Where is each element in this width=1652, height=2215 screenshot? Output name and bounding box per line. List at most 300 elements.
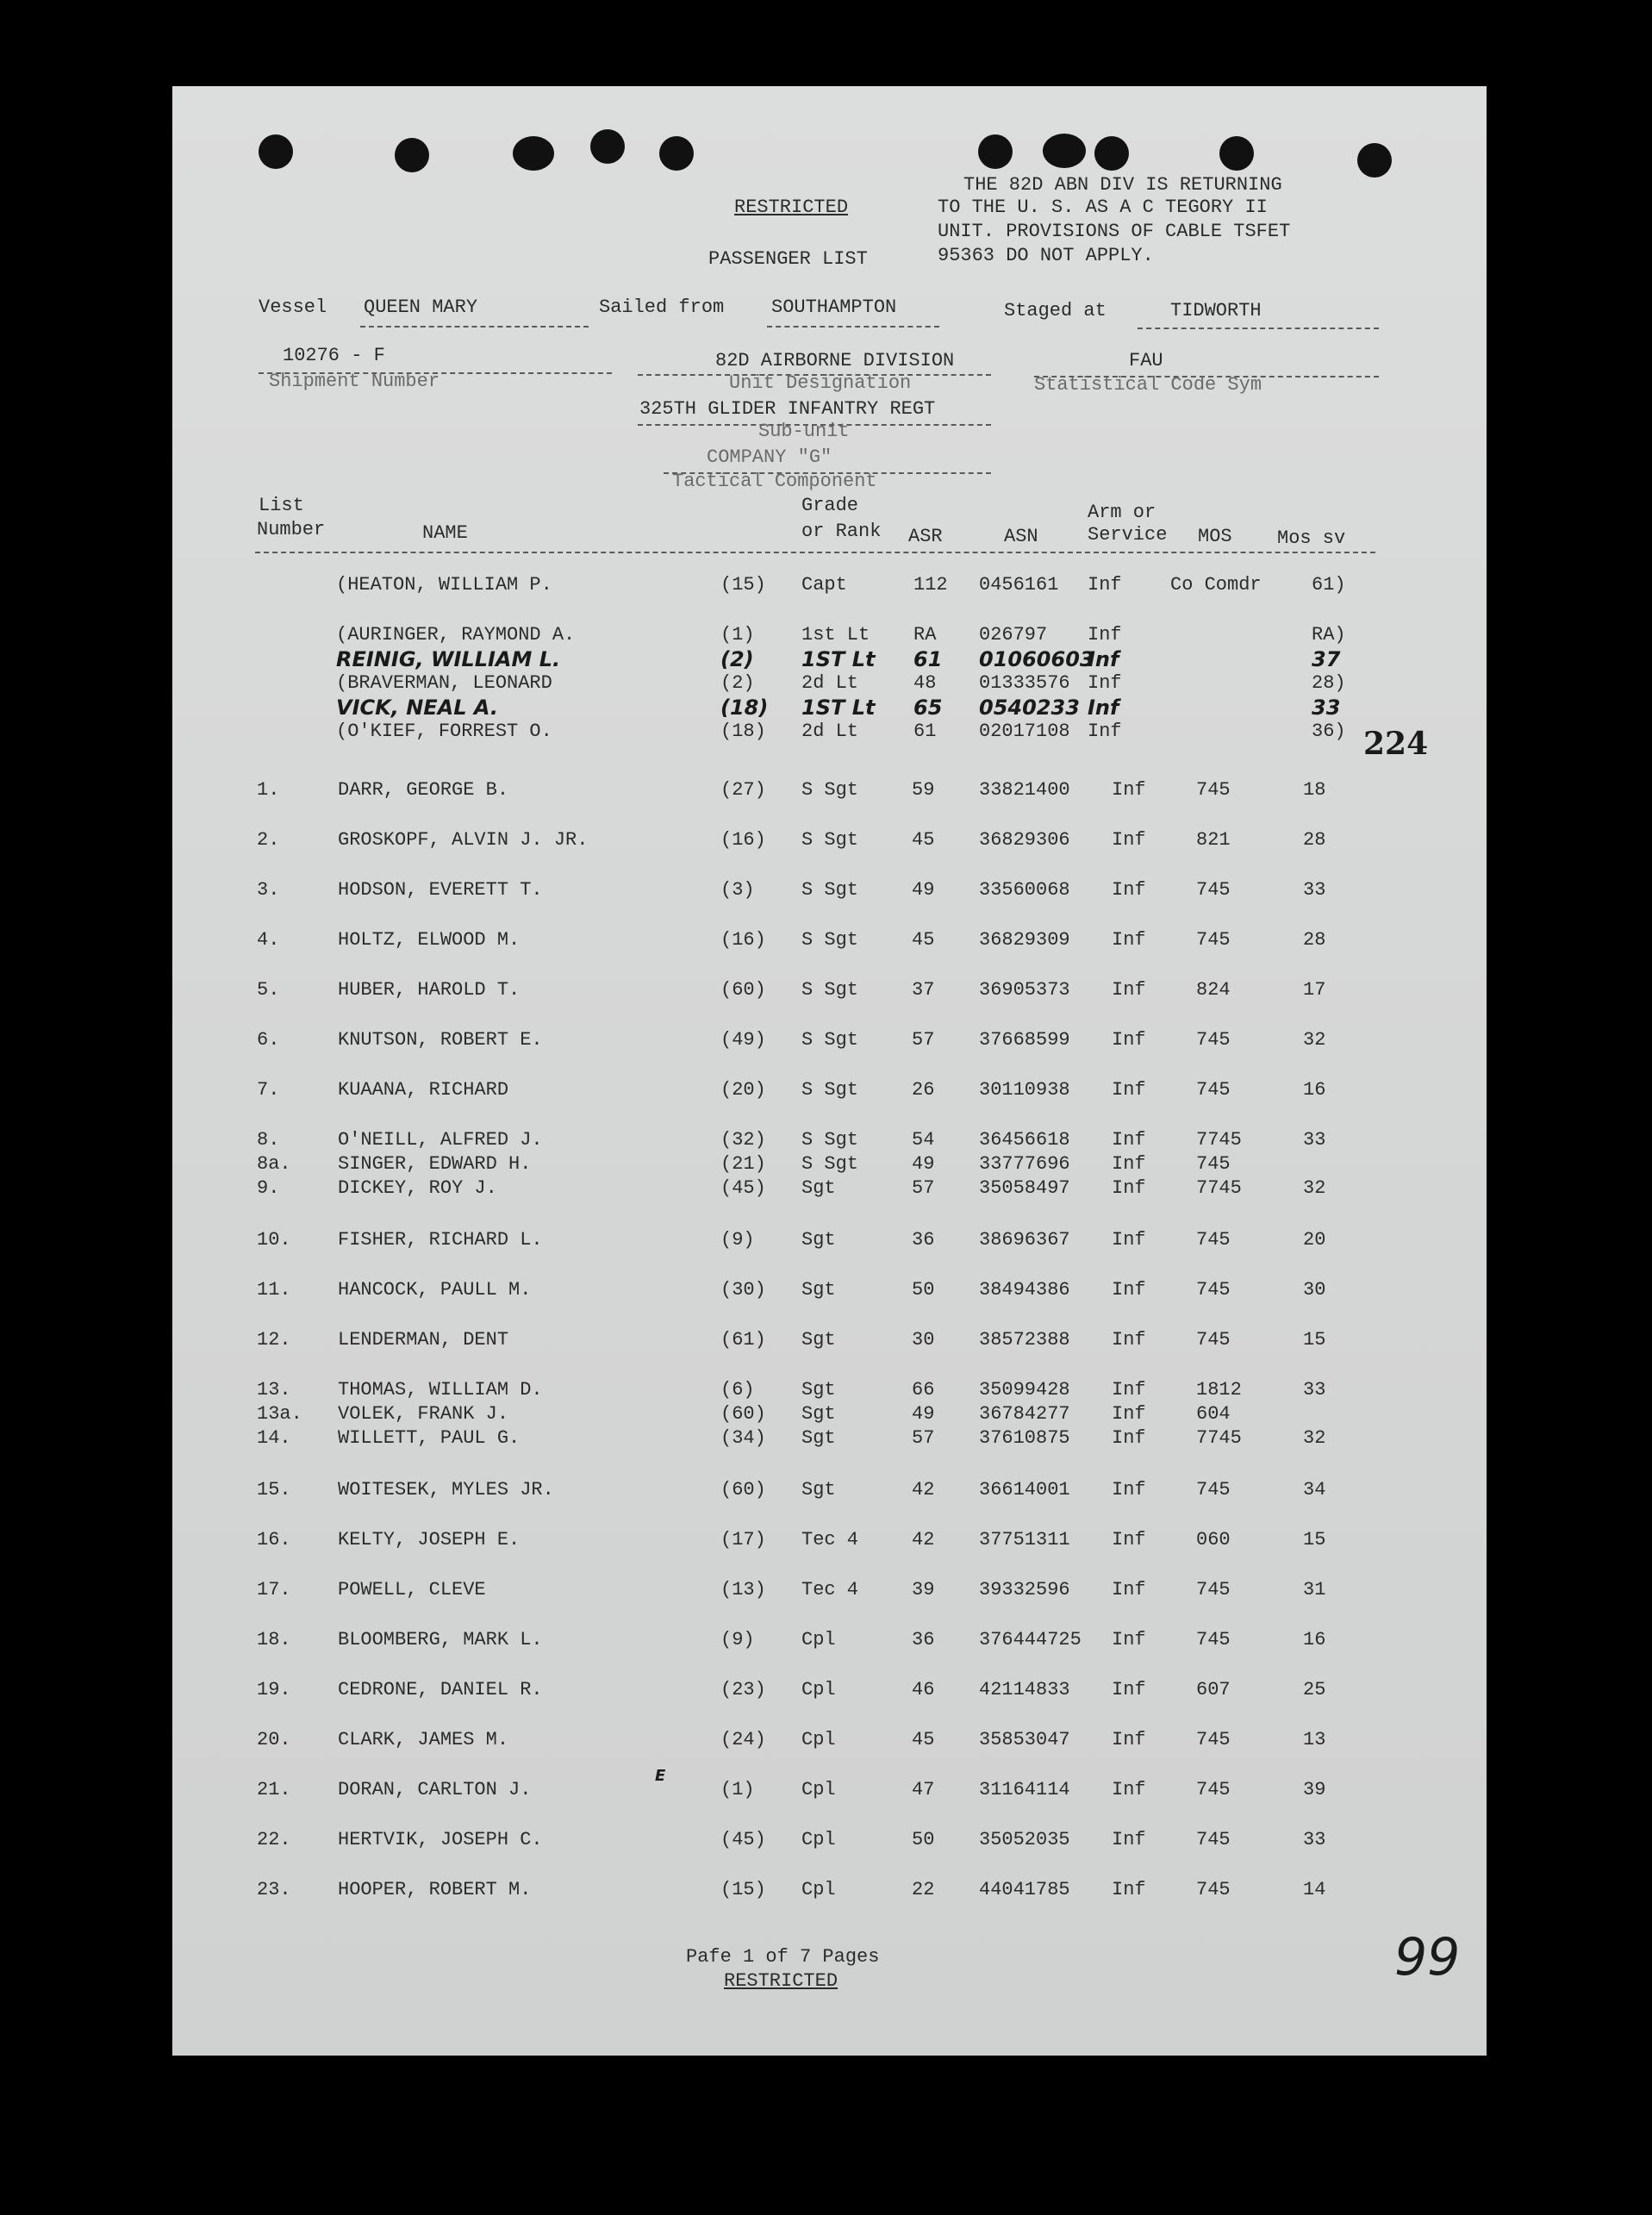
row-mos-sv: 32 bbox=[1303, 1177, 1326, 1199]
officer-mos-sv: 36) bbox=[1312, 721, 1346, 742]
row-asn: 33777696 bbox=[979, 1153, 1070, 1175]
row-mos: 745 bbox=[1196, 1329, 1231, 1351]
row-asr-group: (49) bbox=[720, 1029, 766, 1051]
row-asr-group: (30) bbox=[720, 1279, 766, 1301]
officer-asr: 48 bbox=[913, 672, 937, 694]
row-grade: Sgt bbox=[801, 1177, 836, 1199]
row-mos-sv: 16 bbox=[1303, 1629, 1326, 1650]
row-name: DORAN, CARLTON J. bbox=[338, 1779, 532, 1800]
row-asr-group: (60) bbox=[720, 1479, 766, 1501]
row-number: 22. bbox=[257, 1829, 291, 1850]
row-grade: Cpl bbox=[801, 1829, 836, 1850]
row-asn: 36456618 bbox=[979, 1129, 1070, 1151]
row-name: HUBER, HAROLD T. bbox=[338, 979, 521, 1001]
row-asn: 35058497 bbox=[979, 1177, 1070, 1199]
row-name: FISHER, RICHARD L. bbox=[338, 1229, 543, 1251]
officer-grade: Capt bbox=[801, 574, 847, 596]
row-mos: 745 bbox=[1196, 1879, 1231, 1900]
vessel-label: Vessel bbox=[259, 296, 327, 318]
row-mos: 604 bbox=[1196, 1403, 1231, 1425]
officer-name: (HEATON, WILLIAM P. bbox=[336, 574, 552, 596]
row-number: 8a. bbox=[257, 1153, 291, 1175]
sailed-label: Sailed from bbox=[599, 296, 725, 318]
row-asr: 49 bbox=[912, 1403, 935, 1425]
row-arm: Inf bbox=[1112, 1879, 1146, 1900]
row-name: WILLETT, PAUL G. bbox=[338, 1427, 521, 1449]
row-number: 4. bbox=[257, 929, 280, 951]
row-arm: Inf bbox=[1112, 1779, 1146, 1800]
officer-asr-group: (2) bbox=[720, 672, 755, 694]
officer-name: (O'KIEF, FORREST O. bbox=[336, 721, 552, 742]
officer-mos-sv: 61) bbox=[1312, 574, 1346, 596]
row-asn: 37751311 bbox=[979, 1529, 1070, 1550]
row-arm: Inf bbox=[1112, 1403, 1146, 1425]
row-name: SINGER, EDWARD H. bbox=[338, 1153, 532, 1175]
row-mos: 745 bbox=[1196, 1229, 1231, 1251]
row-asr-group: (21) bbox=[720, 1153, 766, 1175]
page-number: Pafe 1 of 7 Pages bbox=[686, 1946, 880, 1968]
row-grade: Sgt bbox=[801, 1427, 836, 1449]
punch-hole bbox=[513, 136, 554, 171]
row-grade: Sgt bbox=[801, 1379, 836, 1401]
row-asn: 38696367 bbox=[979, 1229, 1070, 1251]
row-name: KUAANA, RICHARD bbox=[338, 1079, 509, 1101]
row-number: 20. bbox=[257, 1729, 291, 1750]
row-mos-sv: 33 bbox=[1303, 1129, 1326, 1151]
row-asr-group: (13) bbox=[720, 1579, 766, 1600]
row-asr: 37 bbox=[912, 979, 935, 1001]
notice-line-2: TO THE U. S. AS A C TEGORY II bbox=[938, 197, 1268, 218]
col-name: NAME bbox=[422, 522, 468, 544]
row-arm: Inf bbox=[1112, 1529, 1146, 1550]
handwritten-number: 99 bbox=[1394, 1927, 1461, 1987]
row-grade: Cpl bbox=[801, 1629, 836, 1650]
row-grade: Sgt bbox=[801, 1279, 836, 1301]
row-mos-sv: 33 bbox=[1303, 1829, 1326, 1850]
row-asr: 45 bbox=[912, 1729, 935, 1750]
officer-arm: Inf bbox=[1088, 647, 1119, 671]
punch-hole bbox=[1043, 134, 1086, 168]
row-asr: 49 bbox=[912, 879, 935, 901]
row-number: 14. bbox=[257, 1427, 291, 1449]
punch-hole bbox=[259, 134, 293, 169]
row-arm: Inf bbox=[1112, 879, 1146, 901]
row-asr-group: (32) bbox=[720, 1129, 766, 1151]
row-name: HOOPER, ROBERT M. bbox=[338, 1879, 532, 1900]
officer-asn: 026797 bbox=[979, 624, 1048, 646]
vessel-value: QUEEN MARY bbox=[364, 296, 478, 318]
row-asn: 31164114 bbox=[979, 1779, 1070, 1800]
row-mos-sv: 28 bbox=[1303, 929, 1326, 951]
col-asn: ASN bbox=[1004, 526, 1038, 547]
officer-arm: Inf bbox=[1088, 721, 1122, 742]
subunit-label: Sub-unit bbox=[758, 421, 850, 442]
officer-name: (AURINGER, RAYMOND A. bbox=[336, 624, 576, 646]
staged-label: Staged at bbox=[1004, 300, 1107, 321]
row-mos-sv: 33 bbox=[1303, 1379, 1326, 1401]
row-asr-group: (61) bbox=[720, 1329, 766, 1351]
row-mos: 1812 bbox=[1196, 1379, 1242, 1401]
row-number: 2. bbox=[257, 829, 280, 851]
tactical-component: COMPANY "G" bbox=[707, 446, 832, 468]
row-mos: 745 bbox=[1196, 1829, 1231, 1850]
row-mos-sv: 15 bbox=[1303, 1329, 1326, 1351]
row-grade: S Sgt bbox=[801, 1153, 859, 1175]
row-number: 23. bbox=[257, 1879, 291, 1900]
row-mos: 745 bbox=[1196, 1029, 1231, 1051]
row-number: 18. bbox=[257, 1629, 291, 1650]
officer-grade: 1ST Lt bbox=[801, 696, 876, 720]
row-number: 13. bbox=[257, 1379, 291, 1401]
row-number: 1. bbox=[257, 779, 280, 801]
row-asn: 35052035 bbox=[979, 1829, 1070, 1850]
punch-hole bbox=[1357, 143, 1392, 178]
row-name: BLOOMBERG, MARK L. bbox=[338, 1629, 543, 1650]
row-arm: Inf bbox=[1112, 1029, 1146, 1051]
officer-asn: 01060603 bbox=[979, 647, 1094, 671]
row-grade: S Sgt bbox=[801, 879, 859, 901]
row-asr: 45 bbox=[912, 929, 935, 951]
row-asr-group: (60) bbox=[720, 1403, 766, 1425]
statistical-label: Statistical Code Sym bbox=[1034, 374, 1262, 396]
row-mos-sv: 30 bbox=[1303, 1279, 1326, 1301]
row-mos: 745 bbox=[1196, 1479, 1231, 1501]
officer-mos-sv: RA) bbox=[1312, 624, 1346, 646]
row-grade: Cpl bbox=[801, 1779, 836, 1800]
officer-asn: 02017108 bbox=[979, 721, 1070, 742]
row-mos-sv: 25 bbox=[1303, 1679, 1326, 1700]
row-arm: Inf bbox=[1112, 1579, 1146, 1600]
row-asn: 376444725 bbox=[979, 1629, 1082, 1650]
officer-mos-sv: 28) bbox=[1312, 672, 1346, 694]
row-arm: Inf bbox=[1112, 829, 1146, 851]
row-mos-sv: 33 bbox=[1303, 879, 1326, 901]
row-name: DARR, GEORGE B. bbox=[338, 779, 509, 801]
officer-asn: 0540233 bbox=[979, 696, 1080, 720]
row-mos: 745 bbox=[1196, 879, 1231, 901]
row-mos: 7745 bbox=[1196, 1129, 1242, 1151]
sailed-line bbox=[767, 326, 939, 328]
row-asr: 36 bbox=[912, 1229, 935, 1251]
row-number: 8. bbox=[257, 1129, 280, 1151]
row-grade: Sgt bbox=[801, 1329, 836, 1351]
col-grade-2: or Rank bbox=[801, 521, 882, 542]
officer-asr: 61 bbox=[913, 647, 943, 671]
row-asr-group: (15) bbox=[720, 1879, 766, 1900]
row-number: 13a. bbox=[257, 1403, 302, 1425]
row-mos-sv: 39 bbox=[1303, 1779, 1326, 1800]
row-arm: Inf bbox=[1112, 979, 1146, 1001]
row-name: CLARK, JAMES M. bbox=[338, 1729, 509, 1750]
officer-grade: 1ST Lt bbox=[801, 647, 876, 671]
officer-asr: 61 bbox=[913, 721, 937, 742]
row-mos: 745 bbox=[1196, 779, 1231, 801]
officer-asr: RA bbox=[913, 624, 937, 646]
row-asn: 33821400 bbox=[979, 779, 1070, 801]
row-mos: 745 bbox=[1196, 1279, 1231, 1301]
row-arm: Inf bbox=[1112, 1129, 1146, 1151]
row-asr: 36 bbox=[912, 1629, 935, 1650]
punch-hole bbox=[1219, 136, 1254, 171]
row-asn: 33560068 bbox=[979, 879, 1070, 901]
shipment-number: 10276 - F bbox=[283, 345, 385, 366]
row-asr: 39 bbox=[912, 1579, 935, 1600]
officer-arm: Inf bbox=[1088, 624, 1122, 646]
row-asr: 49 bbox=[912, 1153, 935, 1175]
subunit: 325TH GLIDER INFANTRY REGT bbox=[639, 398, 936, 420]
heading-line bbox=[255, 552, 1375, 553]
col-asr: ASR bbox=[908, 526, 943, 547]
row-asn: 35099428 bbox=[979, 1379, 1070, 1401]
row-grade: Sgt bbox=[801, 1229, 836, 1251]
row-mos: 745 bbox=[1196, 1779, 1231, 1800]
row-arm: Inf bbox=[1112, 779, 1146, 801]
row-name: HOLTZ, ELWOOD M. bbox=[338, 929, 521, 951]
row-mos: 824 bbox=[1196, 979, 1231, 1001]
col-list-number: List bbox=[259, 495, 304, 516]
officer-grade: 1st Lt bbox=[801, 624, 870, 646]
row-arm: Inf bbox=[1112, 1379, 1146, 1401]
row-number: 7. bbox=[257, 1079, 280, 1101]
row-asr: 45 bbox=[912, 829, 935, 851]
row-asr-group: (6) bbox=[720, 1379, 755, 1401]
officer-asr-group: (2) bbox=[720, 647, 754, 671]
row-asr-group: (24) bbox=[720, 1729, 766, 1750]
row-name: KELTY, JOSEPH E. bbox=[338, 1529, 521, 1550]
row-number: 9. bbox=[257, 1177, 280, 1199]
row-asr: 59 bbox=[912, 779, 935, 801]
row-asr-group: (9) bbox=[720, 1629, 755, 1650]
row-mos-sv: 31 bbox=[1303, 1579, 1326, 1600]
officer-arm: Inf bbox=[1088, 574, 1122, 596]
row-asr-group: (60) bbox=[720, 979, 766, 1001]
row-grade: S Sgt bbox=[801, 779, 859, 801]
staged-value: TIDWORTH bbox=[1170, 300, 1262, 321]
row-mos-sv: 20 bbox=[1303, 1229, 1326, 1251]
row-name: CEDRONE, DANIEL R. bbox=[338, 1679, 543, 1700]
row-mos: 7745 bbox=[1196, 1427, 1242, 1449]
officer-asr-group: (18) bbox=[720, 696, 769, 720]
row-arm: Inf bbox=[1112, 1427, 1146, 1449]
row-mos-sv: 13 bbox=[1303, 1729, 1326, 1750]
statistical-code: FAU bbox=[1129, 350, 1163, 371]
restricted-footer: RESTRICTED bbox=[724, 1970, 838, 1992]
row-asr-group: (27) bbox=[720, 779, 766, 801]
row-asr: 57 bbox=[912, 1029, 935, 1051]
punch-hole bbox=[590, 129, 625, 164]
row-asr: 22 bbox=[912, 1879, 935, 1900]
row-grade: S Sgt bbox=[801, 829, 859, 851]
col-arm-2: Service bbox=[1088, 524, 1168, 546]
row-mos: 821 bbox=[1196, 829, 1231, 851]
document-page bbox=[172, 86, 1487, 2056]
row-arm: Inf bbox=[1112, 1479, 1146, 1501]
row-asn: 36784277 bbox=[979, 1403, 1070, 1425]
tactical-label: Tactical Component bbox=[672, 471, 877, 492]
row-number: 5. bbox=[257, 979, 280, 1001]
row-mos: 7745 bbox=[1196, 1177, 1242, 1199]
row-mos: 060 bbox=[1196, 1529, 1231, 1550]
officer-asn: 01333576 bbox=[979, 672, 1070, 694]
row-mos: 607 bbox=[1196, 1679, 1231, 1700]
row-grade: S Sgt bbox=[801, 979, 859, 1001]
row-mos-sv: 15 bbox=[1303, 1529, 1326, 1550]
vessel-line bbox=[360, 326, 589, 328]
officer-asr-group: (18) bbox=[720, 721, 766, 742]
row-asr-group: (23) bbox=[720, 1679, 766, 1700]
row-asr: 42 bbox=[912, 1529, 935, 1550]
row-asr: 57 bbox=[912, 1177, 935, 1199]
row-asn: 38494386 bbox=[979, 1279, 1070, 1301]
row-name: VOLEK, FRANK J. bbox=[338, 1403, 509, 1425]
officer-asr: 112 bbox=[913, 574, 948, 596]
row-name: LENDERMAN, DENT bbox=[338, 1329, 509, 1351]
row-mos-sv: 32 bbox=[1303, 1029, 1326, 1051]
punch-hole bbox=[1094, 136, 1129, 171]
notice-line-4: 95363 DO NOT APPLY. bbox=[938, 245, 1154, 266]
row-mos-sv: 32 bbox=[1303, 1427, 1326, 1449]
officer-asn: 0456161 bbox=[979, 574, 1059, 596]
margin-number: 224 bbox=[1363, 726, 1429, 762]
row-number: 6. bbox=[257, 1029, 280, 1051]
row-mos: 745 bbox=[1196, 1079, 1231, 1101]
row-arm: Inf bbox=[1112, 1329, 1146, 1351]
row-arm: Inf bbox=[1112, 1729, 1146, 1750]
row-mos-sv: 28 bbox=[1303, 829, 1326, 851]
officer-name: VICK, NEAL A. bbox=[336, 696, 499, 720]
row-asr: 42 bbox=[912, 1479, 935, 1501]
officer-name: REINIG, WILLIAM L. bbox=[336, 647, 561, 671]
row-grade: Tec 4 bbox=[801, 1579, 859, 1600]
row-asr-group: (3) bbox=[720, 879, 755, 901]
col-mos-sv: Mos sv bbox=[1277, 527, 1346, 549]
row-mos-sv: 18 bbox=[1303, 779, 1326, 801]
row-grade: S Sgt bbox=[801, 1129, 859, 1151]
row-number: 15. bbox=[257, 1479, 291, 1501]
row-number: 3. bbox=[257, 879, 280, 901]
row-arm: Inf bbox=[1112, 929, 1146, 951]
row-arm: Inf bbox=[1112, 1829, 1146, 1850]
row-mos-sv: 34 bbox=[1303, 1479, 1326, 1501]
row-asr: 50 bbox=[912, 1279, 935, 1301]
row-mos-sv: 14 bbox=[1303, 1879, 1326, 1900]
staged-line bbox=[1138, 328, 1379, 329]
row-asr-group: (9) bbox=[720, 1229, 755, 1251]
punch-hole bbox=[395, 138, 429, 172]
row-asn: 37610875 bbox=[979, 1427, 1070, 1449]
col-mos: MOS bbox=[1198, 526, 1232, 547]
row-name: DICKEY, ROY J. bbox=[338, 1177, 497, 1199]
row-asn: 30110938 bbox=[979, 1079, 1070, 1101]
officer-asr-group: (1) bbox=[720, 624, 755, 646]
row-grade: Cpl bbox=[801, 1729, 836, 1750]
row-mos: 745 bbox=[1196, 1153, 1231, 1175]
row-name: HODSON, EVERETT T. bbox=[338, 879, 543, 901]
row-arm: Inf bbox=[1112, 1177, 1146, 1199]
row-asn: 36829309 bbox=[979, 929, 1070, 951]
row-mos-sv: 16 bbox=[1303, 1079, 1326, 1101]
row-name: GROSKOPF, ALVIN J. JR. bbox=[338, 829, 589, 851]
shipment-label: Shipment Number bbox=[269, 371, 440, 392]
officer-arm: Inf bbox=[1088, 672, 1122, 694]
punch-hole bbox=[978, 134, 1013, 169]
row-mos-sv: 17 bbox=[1303, 979, 1326, 1001]
row-asn: 35853047 bbox=[979, 1729, 1070, 1750]
row-asr: 66 bbox=[912, 1379, 935, 1401]
officer-mos-sv: 33 bbox=[1312, 696, 1341, 720]
row-number: 11. bbox=[257, 1279, 291, 1301]
row-mos: 745 bbox=[1196, 1629, 1231, 1650]
unit-label: Unit Designation bbox=[729, 372, 912, 394]
row-arm: Inf bbox=[1112, 1279, 1146, 1301]
row-grade: Sgt bbox=[801, 1403, 836, 1425]
row-name: POWELL, CLEVE bbox=[338, 1579, 486, 1600]
row-number: 21. bbox=[257, 1779, 291, 1800]
officer-arm: Inf bbox=[1088, 696, 1119, 720]
row-arm: Inf bbox=[1112, 1153, 1146, 1175]
row-asr-group: (45) bbox=[720, 1177, 766, 1199]
row-name: WOITESEK, MYLES JR. bbox=[338, 1479, 554, 1501]
row-asr: 46 bbox=[912, 1679, 935, 1700]
row-grade: S Sgt bbox=[801, 929, 859, 951]
row-asn: 42114833 bbox=[979, 1679, 1070, 1700]
row-name: KNUTSON, ROBERT E. bbox=[338, 1029, 543, 1051]
row-arm: Inf bbox=[1112, 1679, 1146, 1700]
row-mos: 745 bbox=[1196, 929, 1231, 951]
col-grade: Grade bbox=[801, 495, 859, 516]
sailed-value: SOUTHAMPTON bbox=[771, 296, 897, 318]
row-asr: 30 bbox=[912, 1329, 935, 1351]
officer-mos-sv: 37 bbox=[1312, 647, 1341, 671]
row-grade: Cpl bbox=[801, 1679, 836, 1700]
row-name: HANCOCK, PAULL M. bbox=[338, 1279, 532, 1301]
row-asr-group: (17) bbox=[720, 1529, 766, 1550]
row-grade: Tec 4 bbox=[801, 1529, 859, 1550]
correction-mark: E bbox=[655, 1767, 666, 1785]
officer-grade: 2d Lt bbox=[801, 721, 859, 742]
officer-name: (BRAVERMAN, LEONARD bbox=[336, 672, 552, 694]
notice-line-1: THE 82D ABN DIV IS RETURNING bbox=[963, 174, 1282, 196]
row-asr: 50 bbox=[912, 1829, 935, 1850]
restricted-header: RESTRICTED bbox=[734, 197, 849, 218]
col-list-number-2: Number bbox=[257, 519, 326, 540]
notice-line-3: UNIT. PROVISIONS OF CABLE TSFET bbox=[938, 221, 1291, 242]
passenger-list-title: PASSENGER LIST bbox=[708, 248, 868, 270]
row-grade: S Sgt bbox=[801, 1029, 859, 1051]
row-asn: 39332596 bbox=[979, 1579, 1070, 1600]
row-asr: 26 bbox=[912, 1079, 935, 1101]
officer-grade: 2d Lt bbox=[801, 672, 859, 694]
officer-asr-group: (15) bbox=[720, 574, 766, 596]
row-name: HERTVIK, JOSEPH C. bbox=[338, 1829, 543, 1850]
row-asn: 37668599 bbox=[979, 1029, 1070, 1051]
row-mos: 745 bbox=[1196, 1729, 1231, 1750]
row-asr: 57 bbox=[912, 1427, 935, 1449]
row-arm: Inf bbox=[1112, 1629, 1146, 1650]
row-grade: Sgt bbox=[801, 1479, 836, 1501]
row-number: 19. bbox=[257, 1679, 291, 1700]
row-number: 17. bbox=[257, 1579, 291, 1600]
row-asn: 44041785 bbox=[979, 1879, 1070, 1900]
officer-mos: Co Comdr bbox=[1170, 574, 1262, 596]
punch-hole bbox=[659, 136, 694, 171]
row-asn: 36829306 bbox=[979, 829, 1070, 851]
row-asr: 47 bbox=[912, 1779, 935, 1800]
row-asr-group: (16) bbox=[720, 929, 766, 951]
row-asn: 36905373 bbox=[979, 979, 1070, 1001]
row-number: 10. bbox=[257, 1229, 291, 1251]
row-asr-group: (1) bbox=[720, 1779, 755, 1800]
